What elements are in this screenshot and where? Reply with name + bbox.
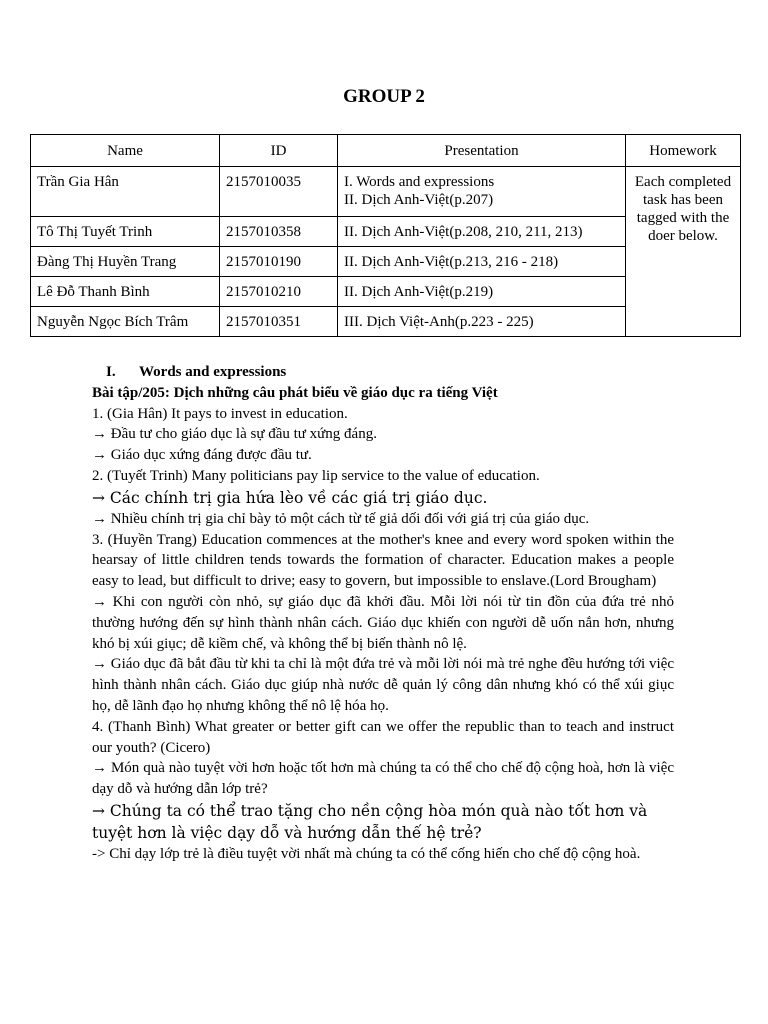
presentation-line: I. Words and expressions	[344, 174, 495, 190]
header-homework: Homework	[626, 135, 741, 167]
group-table	[30, 134, 741, 337]
header-id: ID	[220, 135, 338, 167]
exercise-title: Bài tập/205: Dịch những câu phát biểu về giáo dục ra tiếng Việt	[92, 384, 498, 401]
exercise-line: -> Chỉ dạy lớp trẻ là điều tuyệt vời nhất mà chúng ta có thể cống hiến cho chế độ cộng hoà.	[92, 845, 641, 862]
document-title: GROUP 2	[343, 86, 425, 107]
member-name: Lê Đỗ Thanh Bình	[31, 277, 220, 307]
member-id: 2157010351	[220, 307, 338, 337]
exercise-line: → Giáo dục xứng đáng được đầu tư.	[92, 447, 312, 464]
member-id: 2157010190	[220, 247, 338, 277]
section-heading	[92, 362, 674, 383]
header-name: Name	[31, 135, 220, 167]
exercise-line: → Khi con người còn nhỏ, sự giáo dục đã khởi đầu. Mỗi lời nói từ tin đồn của đứa trẻ nhỏ thường hướng đến sự hình thành nhân cách. Giáo dục khiến con người dễ uốn nắn hơn, nhưng khó bị xúi giục; dễ kiềm chế, và không thể bị biến thành nô lệ.	[92, 593, 674, 652]
table-row	[31, 167, 741, 217]
member-name: Tô Thị Tuyết Trinh	[31, 217, 220, 247]
member-presentation: II. Dịch Anh-Việt(p.213, 216 - 218)	[338, 247, 626, 277]
presentation-line: II. Dịch Anh-Việt(p.207)	[344, 192, 494, 208]
exercise-line: → Nhiều chính trị gia chỉ bày tỏ một cách từ tế giả dối đối với giá trị của giáo dục.	[92, 510, 590, 527]
section-title: Words and expressions	[139, 364, 287, 380]
member-presentation: III. Dịch Việt-Anh(p.223 - 225)	[338, 307, 626, 337]
exercise-line: 4. (Thanh Bình) What greater or better gift can we offer the republic than to teach and instruct our youth? (Cicero)	[92, 718, 674, 756]
exercise-line: → Chúng ta có thể trao tặng cho nền cộng hòa món quà nào tốt hơn và tuyệt hơn là việc dạy dỗ và hướng dẫn thế hệ trẻ?	[92, 801, 648, 842]
section-number: I.	[106, 364, 116, 380]
exercise-line: → Đầu tư cho giáo dục là sự đầu tư xứng đáng.	[92, 426, 377, 443]
exercise-line: → Các chính trị gia hứa lèo về các giá trị giáo dục.	[92, 488, 488, 507]
exercise-line: → Món quà nào tuyệt vời hơn hoặc tốt hơn mà chúng ta có thể cho chế độ cộng hoà, hơn là việc dạy dỗ và hướng dẫn lớp trẻ?	[92, 760, 674, 798]
exercise-line: 2. (Tuyết Trinh) Many politicians pay lip service to the value of education.	[92, 467, 540, 484]
exercise-line: → Giáo dục đã bắt đầu từ khi ta chỉ là một đứa trẻ và mỗi lời nói mà trẻ nghe đều hướng tới việc hình thành nhân cách. Giáo dục giúp nhà nước dễ quản lý công dân nhưng khó có thể xúi giục họ, dễ lãnh đạo họ nhưng không thể nô lệ hóa họ.	[92, 656, 674, 714]
member-presentation	[338, 167, 626, 217]
member-name: Nguyễn Ngọc Bích Trâm	[31, 307, 220, 337]
homework-note: Each completed task has been tagged with the doer below.	[626, 167, 741, 337]
member-presentation: II. Dịch Anh-Việt(p.219)	[338, 277, 626, 307]
exercise-line: 1. (Gia Hân) It pays to invest in education.	[92, 405, 348, 422]
exercise-line: 3. (Huyền Trang) Education commences at the mother's knee and every word spoken within the hearsay of little children tends towards the formation of character. Education makes a people easy to lead, but difficult to drive; easy to govern, but impossible to enslave.(Lord Brougham)	[92, 531, 674, 590]
member-id: 2157010358	[220, 217, 338, 247]
member-presentation: II. Dịch Anh-Việt(p.208, 210, 211, 213)	[338, 217, 626, 247]
member-id: 2157010210	[220, 277, 338, 307]
table-header-row	[31, 135, 741, 167]
exercise-content	[92, 362, 674, 865]
member-id: 2157010035	[220, 167, 338, 217]
member-name: Đàng Thị Huyền Trang	[31, 247, 220, 277]
header-presentation: Presentation	[338, 135, 626, 167]
member-name: Trần Gia Hân	[31, 167, 220, 217]
exercise-lines	[92, 404, 674, 865]
